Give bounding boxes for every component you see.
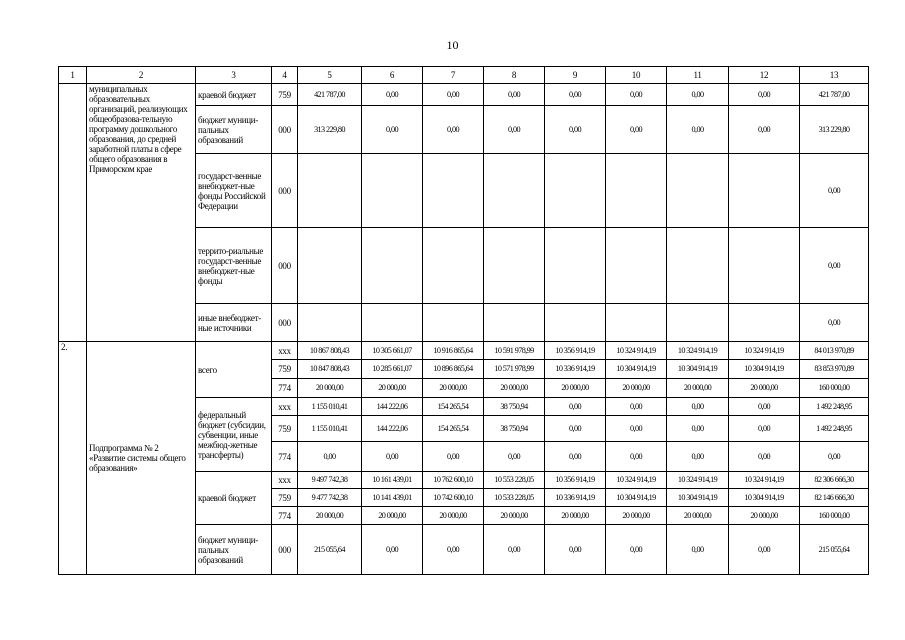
value-cell xyxy=(298,304,362,342)
value-cell: 10 324 914,19 xyxy=(606,342,667,360)
code-cell: 759 xyxy=(272,416,298,442)
value-cell: 0,00 xyxy=(729,84,800,106)
value-cell: 0,00 xyxy=(362,84,423,106)
value-cell: 215 055,64 xyxy=(800,525,869,575)
value-cell: 0,00 xyxy=(484,106,545,154)
value-cell xyxy=(362,154,423,228)
value-cell: 20 000,00 xyxy=(606,507,667,525)
value-cell: 10 916 865,64 xyxy=(423,342,484,360)
value-cell: 84 013 970,89 xyxy=(800,342,869,360)
value-cell: 0,00 xyxy=(545,398,606,416)
value-cell: 10 336 914,19 xyxy=(545,360,606,379)
code-cell: 759 xyxy=(272,84,298,106)
value-cell: 20 000,00 xyxy=(729,507,800,525)
value-cell: 0,00 xyxy=(423,442,484,472)
value-cell: 10 304 914,19 xyxy=(606,360,667,379)
header-cell: 5 xyxy=(298,67,362,84)
value-cell: 0,00 xyxy=(484,442,545,472)
value-cell: 10 356 914,19 xyxy=(545,342,606,360)
value-cell: 20 000,00 xyxy=(667,379,729,398)
value-cell: 10 571 978,99 xyxy=(484,360,545,379)
funding-source-cell: террито-риальные государст-венные внебюджет-ные фонды xyxy=(196,228,272,304)
value-cell: 0,00 xyxy=(800,154,869,228)
value-cell: 0,00 xyxy=(606,106,667,154)
value-cell xyxy=(484,154,545,228)
value-cell xyxy=(423,154,484,228)
value-cell xyxy=(423,304,484,342)
value-cell xyxy=(667,304,729,342)
value-cell: 10 324 914,19 xyxy=(667,342,729,360)
value-cell: 0,00 xyxy=(800,304,869,342)
code-cell: 774 xyxy=(272,507,298,525)
header-cell: 9 xyxy=(545,67,606,84)
value-cell: 1 492 248,95 xyxy=(800,416,869,442)
value-cell: 10 324 914,19 xyxy=(667,472,729,489)
value-cell xyxy=(484,304,545,342)
value-cell xyxy=(298,228,362,304)
value-cell: 0,00 xyxy=(800,442,869,472)
funding-source-cell: бюджет муници-пальных образований xyxy=(196,525,272,575)
code-cell: 759 xyxy=(272,360,298,379)
value-cell: 10 336 914,19 xyxy=(545,489,606,507)
item-number-cell xyxy=(59,84,87,342)
code-cell: 000 xyxy=(272,154,298,228)
value-cell: 20 000,00 xyxy=(298,507,362,525)
header-cell: 7 xyxy=(423,67,484,84)
value-cell: 10 304 914,19 xyxy=(729,360,800,379)
code-cell: xxx xyxy=(272,472,298,489)
value-cell xyxy=(545,154,606,228)
value-cell xyxy=(423,228,484,304)
value-cell: 20 000,00 xyxy=(545,379,606,398)
value-cell: 1 155 010,41 xyxy=(298,416,362,442)
value-cell: 20 000,00 xyxy=(484,507,545,525)
value-cell: 154 265,54 xyxy=(423,398,484,416)
value-cell: 0,00 xyxy=(362,525,423,575)
code-cell: 000 xyxy=(272,106,298,154)
value-cell: 154 265,54 xyxy=(423,416,484,442)
value-cell: 10 533 228,05 xyxy=(484,489,545,507)
header-cell: 10 xyxy=(606,67,667,84)
value-cell xyxy=(362,304,423,342)
value-cell: 10 324 914,19 xyxy=(729,342,800,360)
value-cell: 10 324 914,19 xyxy=(606,472,667,489)
value-cell: 82 306 666,30 xyxy=(800,472,869,489)
funding-source-cell: краевой бюджет xyxy=(196,472,272,525)
table-row xyxy=(59,84,869,106)
header-cell: 2 xyxy=(87,67,196,84)
value-cell: 144 222,06 xyxy=(362,416,423,442)
value-cell xyxy=(362,228,423,304)
header-cell: 3 xyxy=(196,67,272,84)
value-cell: 0,00 xyxy=(606,416,667,442)
value-cell: 215 055,64 xyxy=(298,525,362,575)
value-cell: 38 750,94 xyxy=(484,398,545,416)
value-cell: 10 847 808,43 xyxy=(298,360,362,379)
value-cell: 313 229,80 xyxy=(800,106,869,154)
value-cell: 0,00 xyxy=(298,442,362,472)
value-cell: 0,00 xyxy=(667,442,729,472)
value-cell: 10 742 600,10 xyxy=(423,489,484,507)
header-cell: 1 xyxy=(59,67,87,84)
value-cell: 0,00 xyxy=(606,442,667,472)
value-cell xyxy=(606,154,667,228)
value-cell: 0,00 xyxy=(423,525,484,575)
value-cell: 10 285 661,07 xyxy=(362,360,423,379)
code-cell: xxx xyxy=(272,342,298,360)
value-cell: 20 000,00 xyxy=(362,507,423,525)
value-cell: 20 000,00 xyxy=(484,379,545,398)
value-cell: 0,00 xyxy=(729,106,800,154)
funding-source-cell: иные внебюджет-ные источники xyxy=(196,304,272,342)
funding-source-cell: бюджет муници-пальных образований xyxy=(196,106,272,154)
value-cell: 10 304 914,19 xyxy=(606,489,667,507)
funding-source-cell: федеральный бюджет (субсидии, субвенции, иные межбюд-жетные трансферты) xyxy=(196,398,272,472)
value-cell: 10 161 439,01 xyxy=(362,472,423,489)
header-cell: 8 xyxy=(484,67,545,84)
code-cell: 000 xyxy=(272,525,298,575)
item-number-cell: 2. xyxy=(59,342,87,575)
value-cell: 0,00 xyxy=(484,525,545,575)
funding-source-cell: государст-венные внебюджет-ные фонды Российской Федерации xyxy=(196,154,272,228)
value-cell: 10 867 808,43 xyxy=(298,342,362,360)
value-cell: 20 000,00 xyxy=(362,379,423,398)
header-cell: 4 xyxy=(272,67,298,84)
subprogram-name-cell: Подпрограмма № 2 «Развитие системы общего образования» xyxy=(87,342,196,575)
value-cell: 1 492 248,95 xyxy=(800,398,869,416)
value-cell: 10 553 228,05 xyxy=(484,472,545,489)
header-cell: 12 xyxy=(729,67,800,84)
value-cell: 20 000,00 xyxy=(606,379,667,398)
value-cell: 0,00 xyxy=(667,525,729,575)
value-cell: 0,00 xyxy=(800,228,869,304)
value-cell: 20 000,00 xyxy=(729,379,800,398)
code-cell: 774 xyxy=(272,379,298,398)
value-cell xyxy=(545,228,606,304)
value-cell xyxy=(298,154,362,228)
value-cell: 20 000,00 xyxy=(667,507,729,525)
value-cell xyxy=(606,228,667,304)
table-row xyxy=(59,342,869,360)
value-cell: 10 304 914,19 xyxy=(729,489,800,507)
code-cell: 774 xyxy=(272,442,298,472)
value-cell: 144 222,06 xyxy=(362,398,423,416)
value-cell: 0,00 xyxy=(362,106,423,154)
value-cell: 0,00 xyxy=(667,84,729,106)
value-cell: 0,00 xyxy=(545,416,606,442)
value-cell: 82 146 666,30 xyxy=(800,489,869,507)
value-cell: 9 477 742,38 xyxy=(298,489,362,507)
value-cell: 160 000,00 xyxy=(800,507,869,525)
value-cell: 20 000,00 xyxy=(423,379,484,398)
value-cell: 0,00 xyxy=(545,525,606,575)
header-row xyxy=(59,67,869,84)
value-cell: 0,00 xyxy=(667,398,729,416)
value-cell xyxy=(729,228,800,304)
value-cell: 38 750,94 xyxy=(484,416,545,442)
value-cell: 10 141 439,01 xyxy=(362,489,423,507)
code-cell: 000 xyxy=(272,304,298,342)
value-cell: 10 324 914,19 xyxy=(729,472,800,489)
value-cell: 421 787,00 xyxy=(800,84,869,106)
value-cell: 20 000,00 xyxy=(298,379,362,398)
value-cell: 0,00 xyxy=(667,106,729,154)
code-cell: xxx xyxy=(272,398,298,416)
value-cell xyxy=(729,304,800,342)
value-cell: 0,00 xyxy=(484,84,545,106)
header-cell: 11 xyxy=(667,67,729,84)
value-cell: 10 304 914,19 xyxy=(667,489,729,507)
value-cell: 0,00 xyxy=(423,106,484,154)
funding-source-cell: всего xyxy=(196,342,272,398)
value-cell: 83 853 970,89 xyxy=(800,360,869,379)
value-cell: 10 305 661,07 xyxy=(362,342,423,360)
value-cell xyxy=(484,228,545,304)
value-cell: 1 155 010,41 xyxy=(298,398,362,416)
value-cell: 9 497 742,38 xyxy=(298,472,362,489)
value-cell: 160 000,00 xyxy=(800,379,869,398)
measure-name-cell: муниципальных образовательных организаций, реализующих общеобразова-тельную программу дошкольного образования, до средней заработной платы в сфере общего образования в Приморском крае xyxy=(87,84,196,342)
funding-source-cell: краевой бюджет xyxy=(196,84,272,106)
value-cell xyxy=(545,304,606,342)
value-cell: 20 000,00 xyxy=(423,507,484,525)
value-cell: 0,00 xyxy=(423,84,484,106)
header-cell: 6 xyxy=(362,67,423,84)
value-cell: 0,00 xyxy=(606,84,667,106)
value-cell: 421 787,00 xyxy=(298,84,362,106)
value-cell: 10 591 978,99 xyxy=(484,342,545,360)
value-cell: 0,00 xyxy=(606,525,667,575)
value-cell: 0,00 xyxy=(606,398,667,416)
value-cell: 0,00 xyxy=(545,84,606,106)
value-cell: 0,00 xyxy=(729,416,800,442)
page-number: 10 xyxy=(446,38,459,52)
value-cell: 0,00 xyxy=(545,106,606,154)
code-cell: 759 xyxy=(272,489,298,507)
header-cell: 13 xyxy=(800,67,869,84)
value-cell xyxy=(667,154,729,228)
value-cell: 20 000,00 xyxy=(545,507,606,525)
budget-table xyxy=(58,66,869,575)
value-cell: 313 229,80 xyxy=(298,106,362,154)
code-cell: 000 xyxy=(272,228,298,304)
value-cell: 0,00 xyxy=(545,442,606,472)
value-cell: 10 762 600,10 xyxy=(423,472,484,489)
value-cell: 0,00 xyxy=(667,416,729,442)
value-cell: 10 304 914,19 xyxy=(667,360,729,379)
value-cell: 0,00 xyxy=(729,442,800,472)
value-cell xyxy=(606,304,667,342)
value-cell: 0,00 xyxy=(729,398,800,416)
value-cell: 10 896 865,64 xyxy=(423,360,484,379)
value-cell xyxy=(667,228,729,304)
value-cell: 0,00 xyxy=(362,442,423,472)
value-cell xyxy=(729,154,800,228)
value-cell: 0,00 xyxy=(729,525,800,575)
value-cell: 10 356 914,19 xyxy=(545,472,606,489)
